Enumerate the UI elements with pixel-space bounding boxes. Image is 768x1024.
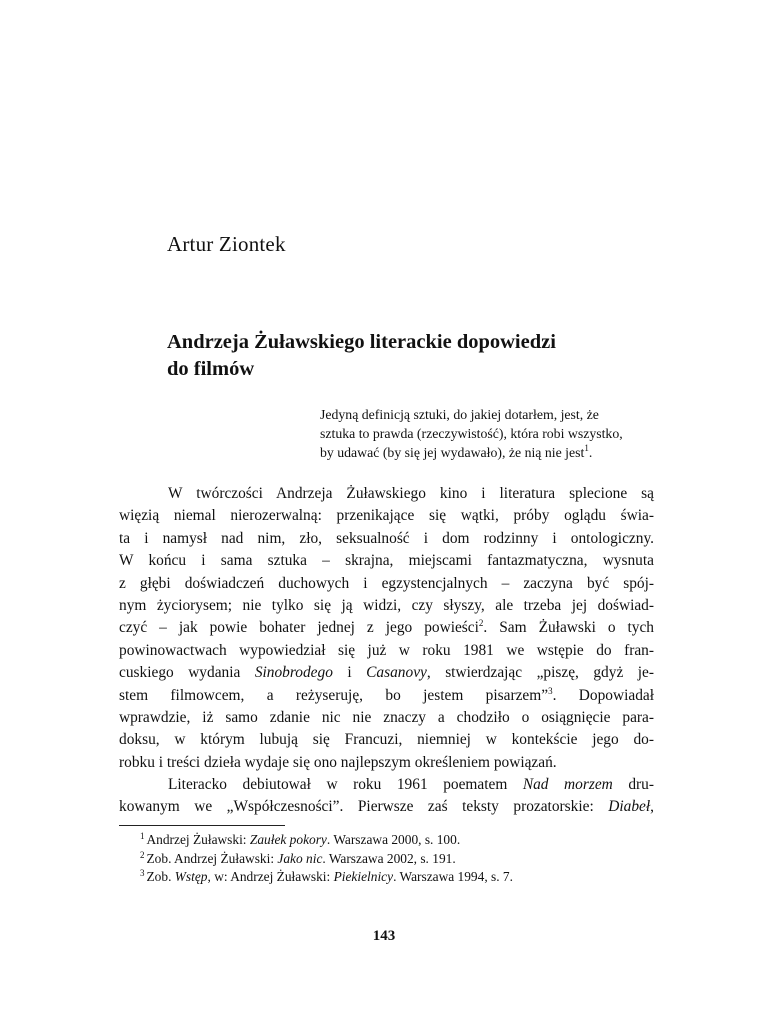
text-segment: ta i namysł nad nim, zło, seksualność i dom rodzinny i ontologiczny. xyxy=(119,529,654,547)
text-segment: , stwierdzając „piszę, gdyż je- xyxy=(426,664,654,682)
body-line xyxy=(119,573,654,595)
text-segment: i xyxy=(332,664,367,682)
footnote-ref-1: 1 xyxy=(584,443,589,453)
italic-title: Zaułek pokory xyxy=(249,832,327,847)
footnote-number: 2 xyxy=(140,849,145,860)
page-number: 143 xyxy=(372,928,396,944)
body-line xyxy=(119,707,654,729)
text-segment: Zob. xyxy=(146,869,175,884)
footnote-number: 3 xyxy=(140,868,145,878)
text-segment: czyć – jak powie bohater jednej z jego powieści xyxy=(119,619,479,637)
body-line xyxy=(119,796,654,818)
body-line xyxy=(119,595,654,617)
epigraph-line-2: sztuka to prawda (rzeczywistość), która robi wszystko, xyxy=(320,426,623,441)
text-segment: stem filmowcem, a reżyseruję, bo jestem pisarzem” xyxy=(119,686,549,704)
footnote-2 xyxy=(140,850,660,869)
text-segment: nym życiorysem; nie tylko się ją widzi, czy słyszy, ale trzeba jej doświad- xyxy=(119,596,654,614)
text-segment: , xyxy=(650,798,654,816)
epigraph-line-3 xyxy=(320,443,660,462)
text-segment: kowanym we „Współczesności”. Pierwsze zaś teksty prozatorskie: xyxy=(119,798,609,816)
body-line xyxy=(119,640,654,662)
text-segment: , w: Andrzej Żuławski: xyxy=(207,869,334,884)
footnote-ref: 3 xyxy=(548,685,553,696)
body-line xyxy=(119,617,654,639)
text-segment: W końcu i sama sztuka – skrajna, miejscami fantazmatyczna, wysnuta xyxy=(119,552,654,570)
footnote-divider xyxy=(119,825,285,826)
article-title xyxy=(167,329,667,383)
text-segment: . Warszawa 2002, s. 191. xyxy=(322,850,456,866)
epigraph xyxy=(320,405,660,462)
text-segment: Zob. Andrzej Żuławski: xyxy=(146,850,278,866)
text-segment: W twórczości Andrzeja Żuławskiego kino i literatura splecione są xyxy=(168,485,654,502)
italic-title: Jako nic xyxy=(277,850,323,866)
text-segment: . Sam Żuławski o tych xyxy=(483,619,654,637)
epigraph-end-punct: . xyxy=(588,445,593,460)
body-line xyxy=(119,483,654,505)
italic-title: Sinobrodego xyxy=(254,664,333,682)
italic-title: Nad morzem xyxy=(522,776,613,794)
title-line-2: do filmów xyxy=(167,358,255,380)
italic-title: Wstęp xyxy=(174,869,208,884)
italic-title: Diabeł xyxy=(608,798,651,816)
text-segment: Literacko debiutował w roku 1961 poematem xyxy=(168,776,523,794)
text-segment: Andrzej Żuławski: xyxy=(146,832,250,847)
footnote-3 xyxy=(140,868,660,887)
body-line xyxy=(119,528,654,550)
text-segment: robku i treści dzieła wydaje się ono najlepszym określeniem powiązań. xyxy=(119,753,557,771)
body-line xyxy=(119,550,654,572)
text-segment: dru- xyxy=(612,776,654,794)
text-segment: wprawdzie, iż samo zdanie nic nie znaczy a chodziło o osiągnięcie para- xyxy=(119,708,654,726)
epigraph-line-3-text: by udawać (by się jej wydawało), że nią nie jest xyxy=(320,445,585,460)
body-text xyxy=(119,483,654,819)
text-segment: . Dopowiadał xyxy=(552,686,655,704)
body-line xyxy=(119,662,654,684)
text-segment: doksu, w którym lubują się Francuzi, niemniej w kontekście jego do- xyxy=(119,731,654,749)
italic-title: Casanovy xyxy=(366,664,427,682)
text-segment: więzią niemal nierozerwalną: przenikające się wątki, próby oglądu świa- xyxy=(119,507,654,525)
footnote-ref: 2 xyxy=(478,618,484,629)
text-segment: cuskiego wydania xyxy=(119,664,255,682)
text-segment: powinowactwach wypowiedział się już w roku 1981 we wstępie do fran- xyxy=(119,641,654,659)
body-line xyxy=(119,729,654,751)
text-segment: . Warszawa 2000, s. 100. xyxy=(326,832,461,847)
author-name: Artur Ziontek xyxy=(167,232,286,256)
body-line xyxy=(119,505,654,527)
body-line xyxy=(119,685,654,707)
epigraph-line-1: Jedyną definicją sztuki, do jakiej dotarłem, jest, że xyxy=(320,407,599,422)
footnote-1 xyxy=(140,831,660,850)
text-segment: z głębi doświadczeń duchowych i egzystencjalnych – zaczyna być spój- xyxy=(119,574,654,592)
body-line xyxy=(119,774,654,796)
italic-title: Piekielnicy xyxy=(333,869,394,884)
text-segment: . Warszawa 1994, s. 7. xyxy=(393,869,513,884)
body-line xyxy=(119,752,654,774)
title-line-1: Andrzeja Żuławskiego literackie dopowiedzi xyxy=(167,331,556,353)
footnotes xyxy=(140,831,660,887)
footnote-number: 1 xyxy=(140,831,145,841)
